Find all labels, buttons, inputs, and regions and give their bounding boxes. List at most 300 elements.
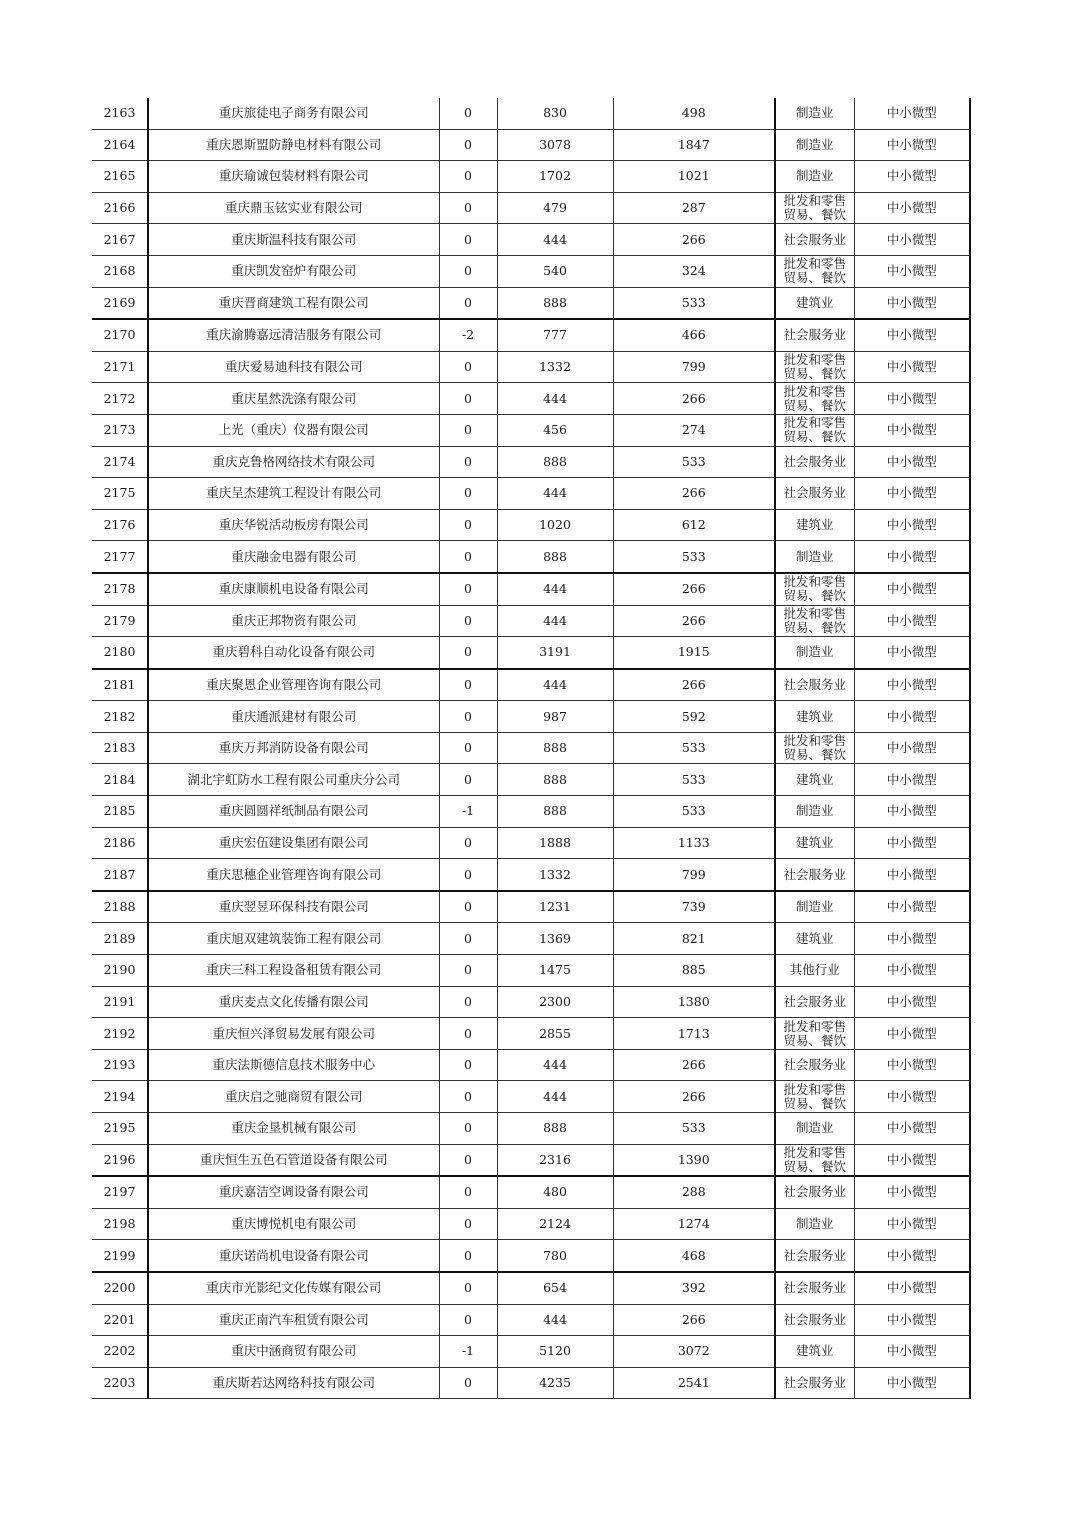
value-b-cell: 444 [497,1049,613,1081]
row-number-cell: 2185 [92,796,148,828]
industry-text: 批发和零售贸易、餐饮 [783,606,846,635]
enterprise-size-cell: 中小微型 [854,478,970,510]
row-number-cell: 2179 [92,605,148,637]
company-name-cell: 重庆万邦消防设备有限公司 [148,732,439,764]
industry-text: 批发和零售贸易、餐饮 [783,384,846,413]
company-name-cell: 重庆启之驰商贸有限公司 [148,1081,439,1113]
industry-cell [775,1272,854,1304]
industry-text: 社会服务业 [783,1312,846,1327]
value-a-cell: 0 [439,1176,497,1208]
company-name-cell: 重庆宏伍建设集团有限公司 [148,827,439,859]
company-name-cell: 重庆瑜诚包装材料有限公司 [148,161,439,193]
industry-cell [775,319,854,351]
value-c-cell: 1847 [613,129,775,161]
value-b-cell: 1020 [497,509,613,541]
value-a-cell: 0 [439,1272,497,1304]
enterprise-size-cell: 中小微型 [854,1240,970,1272]
value-a-cell: 0 [439,509,497,541]
value-b-cell: 888 [497,1113,613,1145]
row-number-cell: 2184 [92,764,148,796]
value-a-cell: 0 [439,224,497,256]
table-row [92,923,970,955]
row-number-cell: 2166 [92,192,148,224]
industry-text: 建筑业 [795,709,834,724]
table-row [92,669,970,701]
industry-text: 其他行业 [789,963,840,978]
value-a-cell: 0 [439,541,497,573]
industry-cell [775,701,854,733]
industry-cell [775,1113,854,1145]
enterprise-size-cell: 中小微型 [854,669,970,701]
value-c-cell: 885 [613,955,775,987]
enterprise-size-cell: 中小微型 [854,1176,970,1208]
industry-cell [775,796,854,828]
value-c-cell: 466 [613,319,775,351]
company-name-cell: 重庆斯若达网络科技有限公司 [148,1367,439,1399]
table-row [92,827,970,859]
industry-cell [775,669,854,701]
table-row [92,732,970,764]
row-number-cell: 2196 [92,1144,148,1176]
data-sheet [92,98,970,1399]
value-b-cell: 4235 [497,1367,613,1399]
value-c-cell: 266 [613,383,775,415]
industry-text: 批发和零售贸易、餐饮 [783,257,846,286]
row-number-cell: 2188 [92,891,148,923]
industry-text: 批发和零售贸易、餐饮 [783,194,846,223]
value-b-cell: 480 [497,1176,613,1208]
industry-cell [775,98,854,129]
company-name-cell: 重庆正南汽车租赁有限公司 [148,1304,439,1336]
table-row [92,796,970,828]
table-row [92,1336,970,1368]
value-b-cell: 444 [497,573,613,605]
company-name-cell: 重庆金垦机械有限公司 [148,1113,439,1145]
row-number-cell: 2180 [92,637,148,669]
row-number-cell: 2167 [92,224,148,256]
industry-cell [775,859,854,891]
industry-text: 批发和零售贸易、餐饮 [783,1145,846,1174]
industry-text: 社会服务业 [783,1281,846,1296]
company-name-cell: 重庆市光影纪文化传媒有限公司 [148,1272,439,1304]
table-row [92,98,970,129]
industry-cell [775,1081,854,1113]
value-b-cell: 2855 [497,1018,613,1050]
value-a-cell: -2 [439,319,497,351]
table-row [92,192,970,224]
industry-text: 建筑业 [795,1344,834,1359]
company-name-cell: 重庆圆圆祥纸制品有限公司 [148,796,439,828]
table-row [92,541,970,573]
value-c-cell: 324 [613,255,775,287]
value-b-cell: 540 [497,255,613,287]
industry-text: 批发和零售贸易、餐饮 [783,1082,846,1111]
value-c-cell: 266 [613,224,775,256]
industry-cell [775,383,854,415]
value-b-cell: 444 [497,383,613,415]
value-b-cell: 888 [497,287,613,319]
industry-text: 建筑业 [795,772,834,787]
table-row [92,1304,970,1336]
value-a-cell: 0 [439,1049,497,1081]
industry-cell [775,1018,854,1050]
value-c-cell: 392 [613,1272,775,1304]
value-b-cell: 888 [497,732,613,764]
company-name-cell: 重庆爱易迪科技有限公司 [148,351,439,383]
value-a-cell: 0 [439,669,497,701]
value-c-cell: 1713 [613,1018,775,1050]
industry-text: 制造业 [795,645,834,660]
company-name-cell: 重庆三科工程设备租赁有限公司 [148,955,439,987]
table-row [92,1208,970,1240]
company-name-cell: 重庆中涵商贸有限公司 [148,1336,439,1368]
row-number-cell: 2181 [92,669,148,701]
row-number-cell: 2173 [92,414,148,446]
value-b-cell: 444 [497,224,613,256]
enterprise-size-cell: 中小微型 [854,287,970,319]
enterprise-size-cell: 中小微型 [854,414,970,446]
table-row [92,351,970,383]
industry-cell [775,573,854,605]
value-a-cell: 0 [439,637,497,669]
value-c-cell: 533 [613,1113,775,1145]
enterprise-size-cell: 中小微型 [854,986,970,1018]
table-row [92,1144,970,1176]
value-b-cell: 456 [497,414,613,446]
industry-cell [775,827,854,859]
value-b-cell: 888 [497,764,613,796]
industry-text: 批发和零售贸易、餐饮 [783,734,846,763]
company-name-cell: 重庆法斯德信息技术服务中心 [148,1049,439,1081]
table-row [92,255,970,287]
company-name-cell: 重庆鼎玉铉实业有限公司 [148,192,439,224]
company-name-cell: 重庆华锐活动板房有限公司 [148,509,439,541]
industry-text: 批发和零售贸易、餐饮 [783,416,846,445]
company-name-cell: 重庆恒生五色石管道设备有限公司 [148,1144,439,1176]
industry-cell [775,764,854,796]
industry-cell [775,509,854,541]
industry-text: 批发和零售贸易、餐饮 [783,575,846,604]
value-a-cell: -1 [439,1336,497,1368]
industry-text: 制造业 [795,169,834,184]
company-name-cell: 湖北宇虹防水工程有限公司重庆分公司 [148,764,439,796]
industry-text: 建筑业 [795,931,834,946]
enterprise-size-cell: 中小微型 [854,541,970,573]
row-number-cell: 2192 [92,1018,148,1050]
value-a-cell: 0 [439,1018,497,1050]
table-row [92,891,970,923]
industry-text: 社会服务业 [783,1185,846,1200]
industry-text: 制造业 [795,549,834,564]
value-c-cell: 1915 [613,637,775,669]
enterprise-size-cell: 中小微型 [854,1272,970,1304]
industry-cell [775,478,854,510]
value-c-cell: 498 [613,98,775,129]
value-b-cell: 654 [497,1272,613,1304]
enterprise-size-cell: 中小微型 [854,319,970,351]
enterprise-size-cell: 中小微型 [854,573,970,605]
table-row [92,859,970,891]
company-name-cell: 重庆呈杰建筑工程设计有限公司 [148,478,439,510]
enterprise-size-cell: 中小微型 [854,351,970,383]
enterprise-size-cell: 中小微型 [854,1367,970,1399]
value-a-cell: 0 [439,129,497,161]
table-row [92,1240,970,1272]
row-number-cell: 2202 [92,1336,148,1368]
value-a-cell: 0 [439,891,497,923]
industry-cell [775,351,854,383]
row-number-cell: 2176 [92,509,148,541]
value-a-cell: 0 [439,383,497,415]
value-a-cell: 0 [439,605,497,637]
enterprise-size-cell: 中小微型 [854,255,970,287]
industry-text: 制造业 [795,1217,834,1232]
value-b-cell: 3191 [497,637,613,669]
enterprise-size-cell: 中小微型 [854,1081,970,1113]
row-number-cell: 2195 [92,1113,148,1145]
value-b-cell: 1888 [497,827,613,859]
company-name-cell: 重庆麦点文化传播有限公司 [148,986,439,1018]
row-number-cell: 2203 [92,1367,148,1399]
value-b-cell: 444 [497,605,613,637]
industry-cell [775,986,854,1018]
industry-text: 社会服务业 [783,486,846,501]
company-name-cell: 重庆翌昱环保科技有限公司 [148,891,439,923]
row-number-cell: 2190 [92,955,148,987]
company-name-cell: 重庆渝腾嘉远清洁服务有限公司 [148,319,439,351]
enterprise-size-cell: 中小微型 [854,1113,970,1145]
value-c-cell: 1390 [613,1144,775,1176]
enterprise-size-cell: 中小微型 [854,129,970,161]
enterprise-size-cell: 中小微型 [854,923,970,955]
row-number-cell: 2191 [92,986,148,1018]
industry-cell [775,1304,854,1336]
value-b-cell: 1332 [497,859,613,891]
table-row [92,509,970,541]
value-c-cell: 266 [613,478,775,510]
industry-cell [775,1367,854,1399]
enterprise-size-cell: 中小微型 [854,509,970,541]
company-name-cell: 重庆聚恩企业管理咨询有限公司 [148,669,439,701]
row-number-cell: 2194 [92,1081,148,1113]
enterprise-size-cell: 中小微型 [854,1208,970,1240]
value-c-cell: 1274 [613,1208,775,1240]
company-name-cell: 重庆融金电器有限公司 [148,541,439,573]
value-b-cell: 3078 [497,129,613,161]
value-c-cell: 821 [613,923,775,955]
value-c-cell: 274 [613,414,775,446]
value-a-cell: -1 [439,796,497,828]
value-a-cell: 0 [439,986,497,1018]
value-a-cell: 0 [439,1144,497,1176]
value-c-cell: 287 [613,192,775,224]
enterprise-size-cell: 中小微型 [854,764,970,796]
value-c-cell: 1021 [613,161,775,193]
company-name-cell: 重庆博悦机电有限公司 [148,1208,439,1240]
row-number-cell: 2183 [92,732,148,764]
value-c-cell: 799 [613,859,775,891]
industry-cell [775,224,854,256]
enterprise-size-cell: 中小微型 [854,732,970,764]
value-a-cell: 0 [439,859,497,891]
row-number-cell: 2172 [92,383,148,415]
table-row [92,573,970,605]
industry-cell [775,446,854,478]
industry-cell [775,1240,854,1272]
value-a-cell: 0 [439,351,497,383]
value-a-cell: 0 [439,1081,497,1113]
industry-cell [775,605,854,637]
row-number-cell: 2169 [92,287,148,319]
value-a-cell: 0 [439,287,497,319]
table-body [92,98,970,1399]
industry-text: 批发和零售贸易、餐饮 [783,353,846,382]
row-number-cell: 2163 [92,98,148,129]
value-c-cell: 2541 [613,1367,775,1399]
industry-cell [775,161,854,193]
table-row [92,986,970,1018]
value-c-cell: 266 [613,1304,775,1336]
value-c-cell: 533 [613,287,775,319]
row-number-cell: 2198 [92,1208,148,1240]
value-c-cell: 1133 [613,827,775,859]
row-number-cell: 2164 [92,129,148,161]
value-b-cell: 444 [497,1081,613,1113]
value-c-cell: 288 [613,1176,775,1208]
table-row [92,1176,970,1208]
company-name-cell: 重庆通派建材有限公司 [148,701,439,733]
company-name-cell: 重庆正邦物资有限公司 [148,605,439,637]
table-row [92,414,970,446]
table-row [92,319,970,351]
value-b-cell: 444 [497,669,613,701]
industry-cell [775,192,854,224]
value-a-cell: 0 [439,1208,497,1240]
industry-cell [775,1336,854,1368]
industry-cell [775,255,854,287]
industry-text: 制造业 [795,1121,834,1136]
value-b-cell: 2124 [497,1208,613,1240]
value-b-cell: 888 [497,446,613,478]
company-name-cell: 重庆星然洗涤有限公司 [148,383,439,415]
row-number-cell: 2165 [92,161,148,193]
enterprise-size-cell: 中小微型 [854,161,970,193]
industry-cell [775,541,854,573]
table-row [92,478,970,510]
enterprise-size-cell: 中小微型 [854,1018,970,1050]
company-name-cell: 重庆嘉洁空调设备有限公司 [148,1176,439,1208]
table-row [92,129,970,161]
industry-text: 社会服务业 [783,232,846,247]
industry-text: 制造业 [795,137,834,152]
value-a-cell: 0 [439,446,497,478]
enterprise-size-cell: 中小微型 [854,605,970,637]
company-name-cell: 重庆恒兴泽贸易发展有限公司 [148,1018,439,1050]
industry-text: 社会服务业 [783,328,846,343]
company-name-cell: 重庆诺尚机电设备有限公司 [148,1240,439,1272]
company-name-cell: 重庆斯温科技有限公司 [148,224,439,256]
enterprise-size-cell: 中小微型 [854,383,970,415]
industry-cell [775,1144,854,1176]
company-name-cell: 重庆克鲁格网络技术有限公司 [148,446,439,478]
table-row [92,1113,970,1145]
row-number-cell: 2197 [92,1176,148,1208]
row-number-cell: 2193 [92,1049,148,1081]
enterprise-size-cell: 中小微型 [854,98,970,129]
value-b-cell: 1475 [497,955,613,987]
value-c-cell: 533 [613,446,775,478]
industry-cell [775,287,854,319]
industry-text: 制造业 [795,900,834,915]
industry-text: 社会服务业 [783,677,846,692]
value-b-cell: 1332 [497,351,613,383]
row-number-cell: 2186 [92,827,148,859]
industry-text: 社会服务业 [783,1058,846,1073]
table-row [92,1367,970,1399]
enterprise-size-cell: 中小微型 [854,446,970,478]
row-number-cell: 2168 [92,255,148,287]
company-name-cell: 重庆凯发窑炉有限公司 [148,255,439,287]
value-a-cell: 0 [439,478,497,510]
company-name-cell: 重庆思穗企业管理咨询有限公司 [148,859,439,891]
table-row [92,1049,970,1081]
value-a-cell: 0 [439,955,497,987]
industry-cell [775,414,854,446]
value-b-cell: 1702 [497,161,613,193]
table-row [92,1272,970,1304]
table-row [92,955,970,987]
value-a-cell: 0 [439,1367,497,1399]
value-b-cell: 5120 [497,1336,613,1368]
value-a-cell: 0 [439,573,497,605]
value-b-cell: 1369 [497,923,613,955]
industry-cell [775,732,854,764]
value-c-cell: 266 [613,605,775,637]
table-row [92,383,970,415]
row-number-cell: 2182 [92,701,148,733]
industry-cell [775,637,854,669]
value-a-cell: 0 [439,1113,497,1145]
value-c-cell: 266 [613,1081,775,1113]
table-row [92,1081,970,1113]
company-name-cell: 重庆旭双建筑装饰工程有限公司 [148,923,439,955]
industry-text: 社会服务业 [783,1376,846,1391]
value-a-cell: 0 [439,255,497,287]
industry-text: 建筑业 [795,518,834,533]
value-b-cell: 777 [497,319,613,351]
row-number-cell: 2170 [92,319,148,351]
value-b-cell: 888 [497,796,613,828]
row-number-cell: 2171 [92,351,148,383]
value-a-cell: 0 [439,414,497,446]
enterprise-size-cell: 中小微型 [854,701,970,733]
company-name-cell: 重庆恩斯盟防静电材料有限公司 [148,129,439,161]
value-c-cell: 266 [613,573,775,605]
value-a-cell: 0 [439,732,497,764]
value-c-cell: 612 [613,509,775,541]
row-number-cell: 2174 [92,446,148,478]
row-number-cell: 2201 [92,1304,148,1336]
value-b-cell: 987 [497,701,613,733]
value-a-cell: 0 [439,1240,497,1272]
table-row [92,1018,970,1050]
enterprise-size-cell: 中小微型 [854,224,970,256]
table-row [92,701,970,733]
industry-cell [775,955,854,987]
industry-text: 制造业 [795,804,834,819]
value-c-cell: 266 [613,1049,775,1081]
table-row [92,446,970,478]
